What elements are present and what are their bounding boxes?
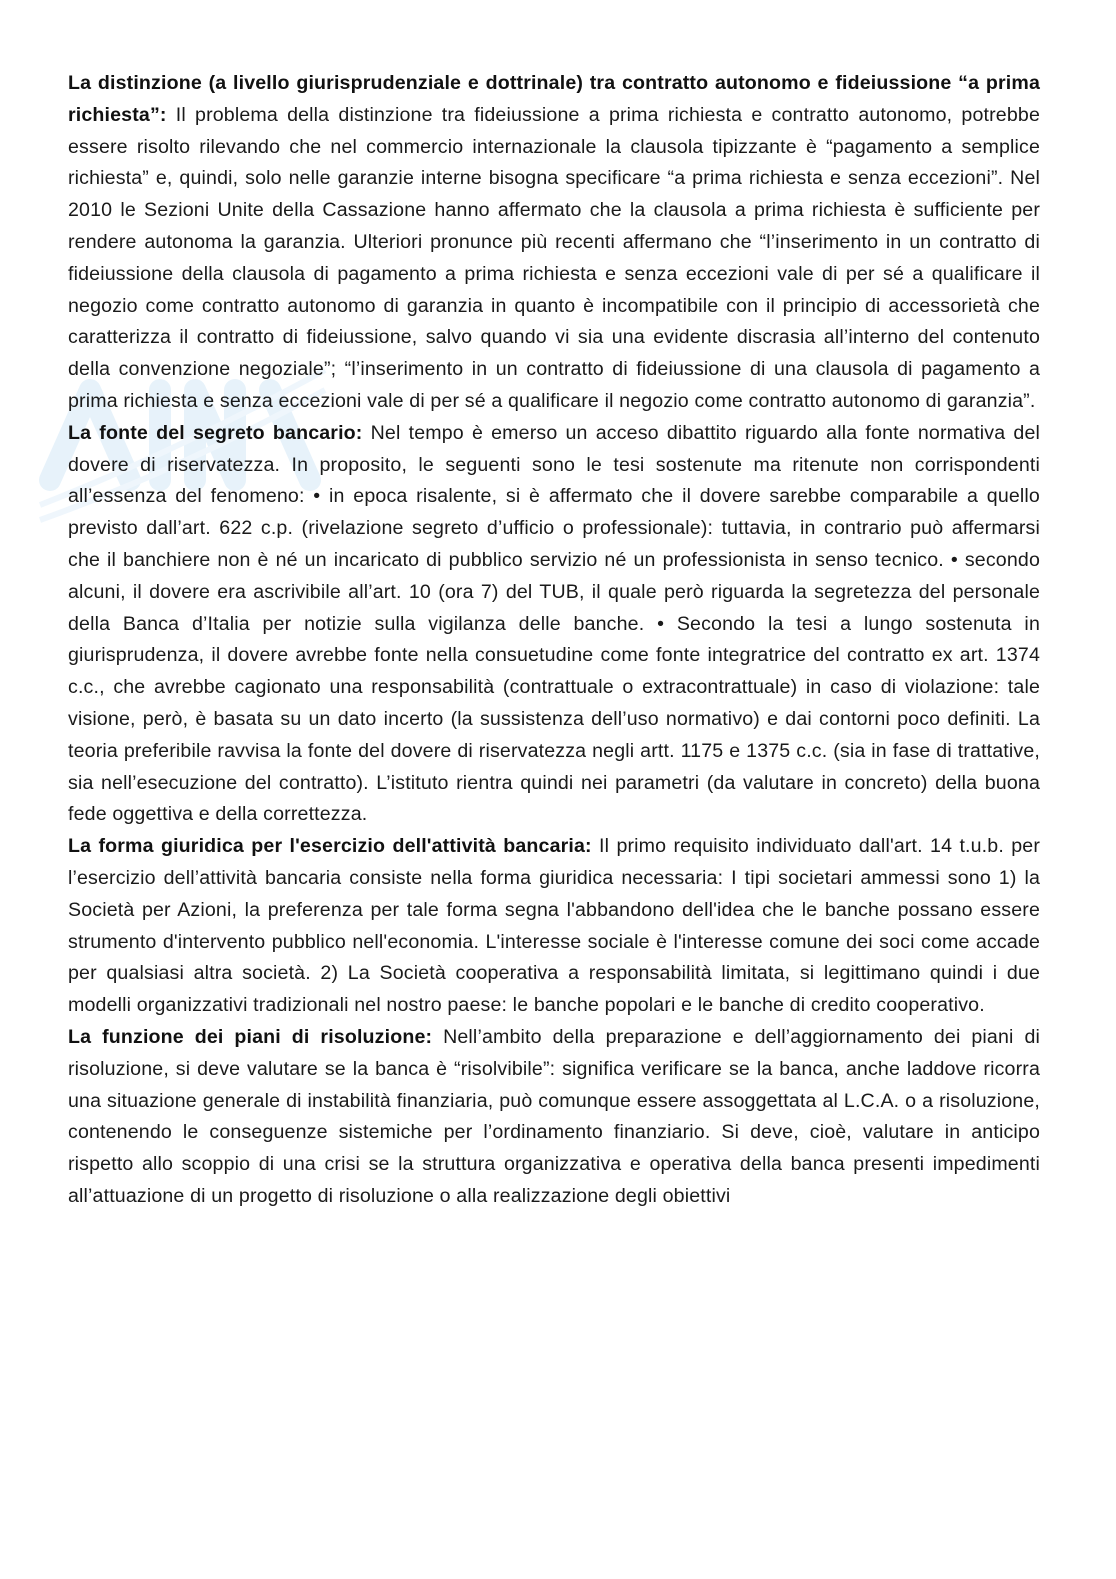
section-heading: La funzione dei piani di risoluzione: bbox=[68, 1025, 433, 1048]
section-body: Il primo requisito individuato dall'art. 14 t.u.b. per l’esercizio dell’attività bancaria consiste nella forma giuridica necessaria: I tipi societari ammessi sono 1) la Società per Azioni, la preferenza per tale forma segna l'abbandono dell'idea che le banche possano essere strumento d'intervento pubblico nell'economia. L'interesse sociale è l'interesse comune dei soci come accade per qualsiasi altra società. 2) La Società cooperativa a responsabilità limitata, si legittimano quindi i due modelli organizzativi tradizionali nel nostro paese: le banche popolari e le banche di credito cooperativo. bbox=[68, 835, 1040, 1017]
section-body: Nell’ambito della preparazione e dell’aggiornamento dei piani di risoluzione, si deve valutare se la banca è “risolvibile”: significa verificare se la banca, anche laddove ricorra una situazione generale di instabilità finanziaria, può comunque essere assoggettata al L.C.A. o a risoluzione, contenendo le conseguenze sistemiche per l’ordinamento finanziario. Si deve, cioè, valutare in anticipo rispetto allo scoppio di una crisi se la struttura organizzativa e operativa della banca presenti impedimenti all’attuazione di un progetto di risoluzione o alla realizzazione degli obiettivi bbox=[68, 1025, 1040, 1207]
section-heading: La forma giuridica per l'esercizio dell'attività bancaria: bbox=[68, 835, 592, 858]
section-heading: La distinzione (a livello giurisprudenziale e dottrinale) tra contratto autonomo e fideiussione “a prima richiesta”: bbox=[68, 72, 1040, 126]
section-body: Il problema della distinzione tra fideiussione a prima richiesta e contratto autonomo, potrebbe essere risolto rilevando che nel commercio internazionale la clausola tipizzante è “pagamento a semplice richiesta” e, quindi, solo nelle garanzie interne bisogna specificare “a prima richiesta e senza eccezioni”. Nel 2010 le Sezioni Unite della Cassazione hanno affermato che la clausola a prima richiesta è sufficiente per rendere autonoma la garanzia. Ulteriori pronunce più recenti affermano che “l’inserimento in un contratto di fideiussione della clausola di pagamento a prima richiesta e senza eccezioni vale di per sé a qualificare il negozio come contratto autonomo di garanzia in quanto è incompatibile con il principio di accessorietà che caratterizza il contratto di fideiussione, salvo quando vi sia una evidente discrasia all’interno del contenuto della convenzione negoziale”; “l’inserimento in un contratto di fideiussione di una clausola di pagamento a prima richiesta e senza eccezioni vale di per sé a qualificare il negozio come contratto autonomo di garanzia”. bbox=[68, 103, 1040, 412]
section-segreto-bancario bbox=[68, 418, 1040, 831]
section-contratto-autonomo bbox=[68, 68, 1040, 418]
section-forma-giuridica bbox=[68, 831, 1040, 1022]
section-body: Nel tempo è emerso un acceso dibattito riguardo alla fonte normativa del dovere di riservatezza. In proposito, le seguenti sono le tesi sostenute ma ritenute non corrispondenti all’essenza del fenomeno: • in epoca risalente, si è affermato che il dovere sarebbe comparabile a quello previsto dall’art. 622 c.p. (rivelazione segreto d’ufficio o professionale): tuttavia, in contrario può affermarsi che il banchiere non è né un incaricato di pubblico servizio né un professionista in senso tecnico. • secondo alcuni, il dovere era ascrivibile all’art. 10 (ora 7) del TUB, il quale però riguarda la segretezza del personale della Banca d’Italia per notizie sulla vigilanza delle banche. • Secondo la tesi a lungo sostenuta in giurisprudenza, il dovere avrebbe fonte nella consuetudine come fonte integratrice del contratto ex art. 1374 c.c., che avrebbe cagionato una responsabilità (contrattuale o extracontrattuale) in caso di violazione: tale visione, però, è basata su un dato incerto (la sussistenza dell’uso normativo) e dai contorni poco definiti. La teoria preferibile ravvisa la fonte del dovere di riservatezza negli artt. 1175 e 1375 c.c. (sia in fase di trattative, sia nell’esecuzione del contratto). L’istituto rientra quindi nei parametri (da valutare in concreto) della buona fede oggettiva e della correttezza. bbox=[68, 421, 1040, 826]
document-body bbox=[68, 68, 1040, 1213]
section-piani-risoluzione bbox=[68, 1022, 1040, 1213]
section-heading: La fonte del segreto bancario: bbox=[68, 421, 363, 444]
